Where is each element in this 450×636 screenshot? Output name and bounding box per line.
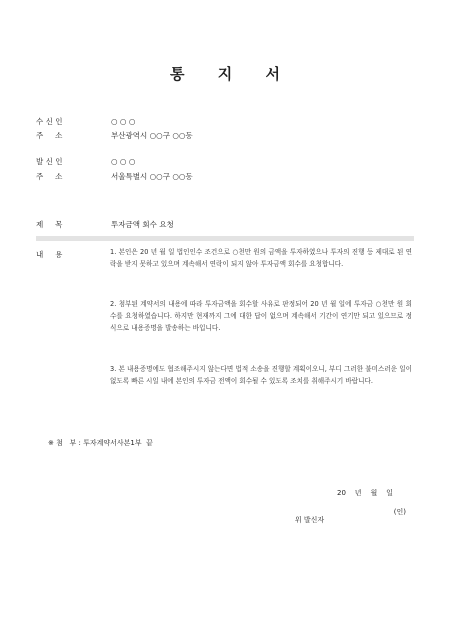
content-label: 내 용 [36,250,63,259]
subject-value: 투자금액 회수 요청 [111,220,174,229]
recipient-label: 수 신 인 [36,117,63,126]
section-divider [36,236,414,241]
signature-line [286,507,406,541]
sender-address-value: 서울특별시 ○○구 ○○동 [111,172,193,181]
recipient-address-label: 주 소 [36,131,63,140]
sender-address-label: 주 소 [36,172,63,181]
recipient-address-value: 부산광역시 ○○구 ○○동 [111,131,193,140]
subject-label: 제 목 [36,220,63,229]
recipient-value: ○ ○ ○ [111,117,136,126]
seal-mark: (인) [393,508,406,516]
content-item-1: 1. 본인은 20 년 월 일 법인인수 조건으로 ○천만 원의 금액을 투자하였으나 투자의 진행 등 제대로 된 연락을 받지 못하고 있으며 계속해서 연락이 되지 않아 투자금액 회수를 요청합니다. [110,248,412,268]
content-item-2: 2. 첨부된 계약서의 내용에 따라 투자금액을 회수할 사유로 판정되어 20 년 월 일에 투자금 ○천만 원 회수를 요청하였습니다. 하지만 현재까지 그에 대한 답이 없으며 계속해서 기간이 연기만 되고 있으므로 정식으로 내용증명을 발송하는 바입니다. [110,300,412,332]
sender-value: ○ ○ ○ [111,157,136,166]
content-item-3: 3. 본 내용증명에도 협조해주시지 않는다면 법적 소송을 진행할 계획이오니, 부디 그러한 불미스러운 일이 없도록 빠른 시일 내에 본인의 투자금 전액이 회수될 수 있도록 조치를 취해주시기 바랍니다. [110,365,412,385]
date-line: 20 년 월 일 [337,489,393,497]
attachment-note: ※ 첨 부 : 투자계약서사본1부 끝 [48,439,153,447]
signer-label: 위 발신자 [294,516,325,524]
document-title: 통 지 서 [170,65,294,83]
sender-label: 발 신 인 [36,157,63,166]
